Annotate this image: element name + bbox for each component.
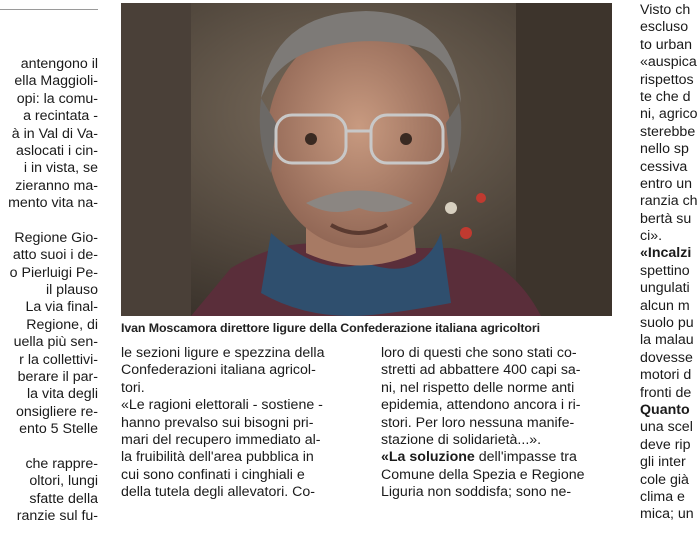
text-line: la vita degli [27,386,98,403]
article-photo [121,3,612,316]
text-line: «auspica [640,54,697,71]
text-line: stazione di solidarietà...». [381,431,542,448]
text-line: Confederazioni italiana agricol- [121,362,316,379]
mid2-after [381,467,613,502]
text-line: alcun m [640,297,690,314]
text-line: i in vista, se [23,160,98,177]
text-line: stretti ad abbattere 400 capi sa- [381,362,581,379]
text-line: Liguria non soddisfa; sono ne- [381,484,572,501]
text-line: sfatte della [29,490,98,507]
text-line: mento vita na- [8,195,98,212]
text-line: o Pierluigi Pe- [9,264,98,281]
text-line: ni, nel rispetto delle norme anti [381,379,575,396]
text-line: nello sp [640,141,689,158]
text-line: aslocati i cin- [15,142,98,159]
text-line: Comune della Spezia e Regione [381,466,585,483]
left-block-2 [0,230,98,439]
text-line: entro un [640,175,693,192]
text-line: Regione Gio- [14,229,98,246]
right-column [640,2,700,524]
text-line: Regione, di [26,316,98,333]
left-article-column [0,56,98,526]
text-line: gli inter [640,454,686,471]
text-line: ranzie sul fu- [16,508,98,525]
text-line: stori. Per loro nessuna manife- [381,414,575,431]
text-line: spettino [640,262,690,279]
text-line: atto suoi i de- [12,247,98,264]
text-line: la malau [640,332,694,349]
text-line: epidemia, attendono ancora i ri- [381,397,581,414]
left-block-1 [0,56,98,213]
right-block-3 [640,419,700,523]
text-line: cessiva [640,158,688,175]
text-line: clima e [640,488,685,505]
text-line: ungulati [640,280,690,297]
text-line: bertà su [640,210,692,227]
text-line: uella più sen- [13,334,98,351]
middle-column-2 [381,345,613,502]
text-line: fronti de [640,384,692,401]
right-bold-1: «Incalzi [640,245,692,262]
right-block-1 [640,2,700,245]
text-line: à in Val di Va- [11,125,98,142]
text-line: r la collettivi- [19,351,98,368]
text-line: sterebbe [640,123,696,140]
text-line: dovesse [640,349,693,366]
text-line: che rappre- [25,455,98,472]
mid2-lines [381,345,613,449]
lead-rest-text: dell'impasse tra [474,449,577,466]
text-line: mica; un [640,506,694,523]
column-divider [0,9,98,10]
text-line: opi: la comu- [16,90,98,107]
text-line: oltori, lungi [29,473,98,490]
text-line: onsigliere re- [15,403,98,420]
photo-caption: Ivan Moscamora direttore ligure della Confederazione italiana agricoltori [121,321,540,335]
text-line: ella Maggioli- [14,73,98,90]
text-line: tori. [121,379,145,396]
text-line: motori d [640,367,692,384]
right-block-2 [640,263,700,402]
lead-paragraph-line [381,449,613,466]
text-line: hanno prevalso sui bisogni pri- [121,414,314,431]
right-bold-2: Quanto [640,401,690,418]
text-line: zieranno ma- [15,177,98,194]
text-line: le sezioni ligure e spezzina della [121,345,325,361]
text-line: rispettos [640,71,694,88]
middle-column-1 [121,345,353,502]
text-line: mari del recupero immediato al- [121,431,321,448]
text-line: ranzia ch [640,193,698,210]
text-line: berare il par- [17,369,98,386]
text-line: il plauso [45,282,98,299]
text-line: cui sono confinati i cinghiali e [121,466,305,483]
text-line: antengono il [20,56,98,72]
left-block-3 [0,456,98,526]
text-line: cole già [640,471,689,488]
text-line: ci». [640,228,663,245]
text-line: ento 5 Stelle [19,421,98,438]
lead-bold-text: «La soluzione [381,449,475,466]
text-line: a recintata - [23,108,98,125]
text-line: deve rip [640,436,691,453]
text-line: ni, agrico [640,106,698,123]
text-line: loro di questi che sono stati co- [381,345,577,361]
text-line: la fruibilità dell'area pubblica in [121,449,314,466]
text-line: te che d [640,88,691,105]
text-line: to urban [640,36,693,53]
text-line: suolo pu [640,315,694,332]
text-line: della tutela degli allevatori. Co- [121,484,316,501]
text-line: Visto ch [640,2,691,18]
text-line: La via final- [25,299,98,316]
text-line: escluso [640,19,689,36]
portrait-image [121,3,612,316]
text-line: «Le ragioni elettorali - sostiene - [121,397,323,414]
text-line: una scel [640,419,693,436]
